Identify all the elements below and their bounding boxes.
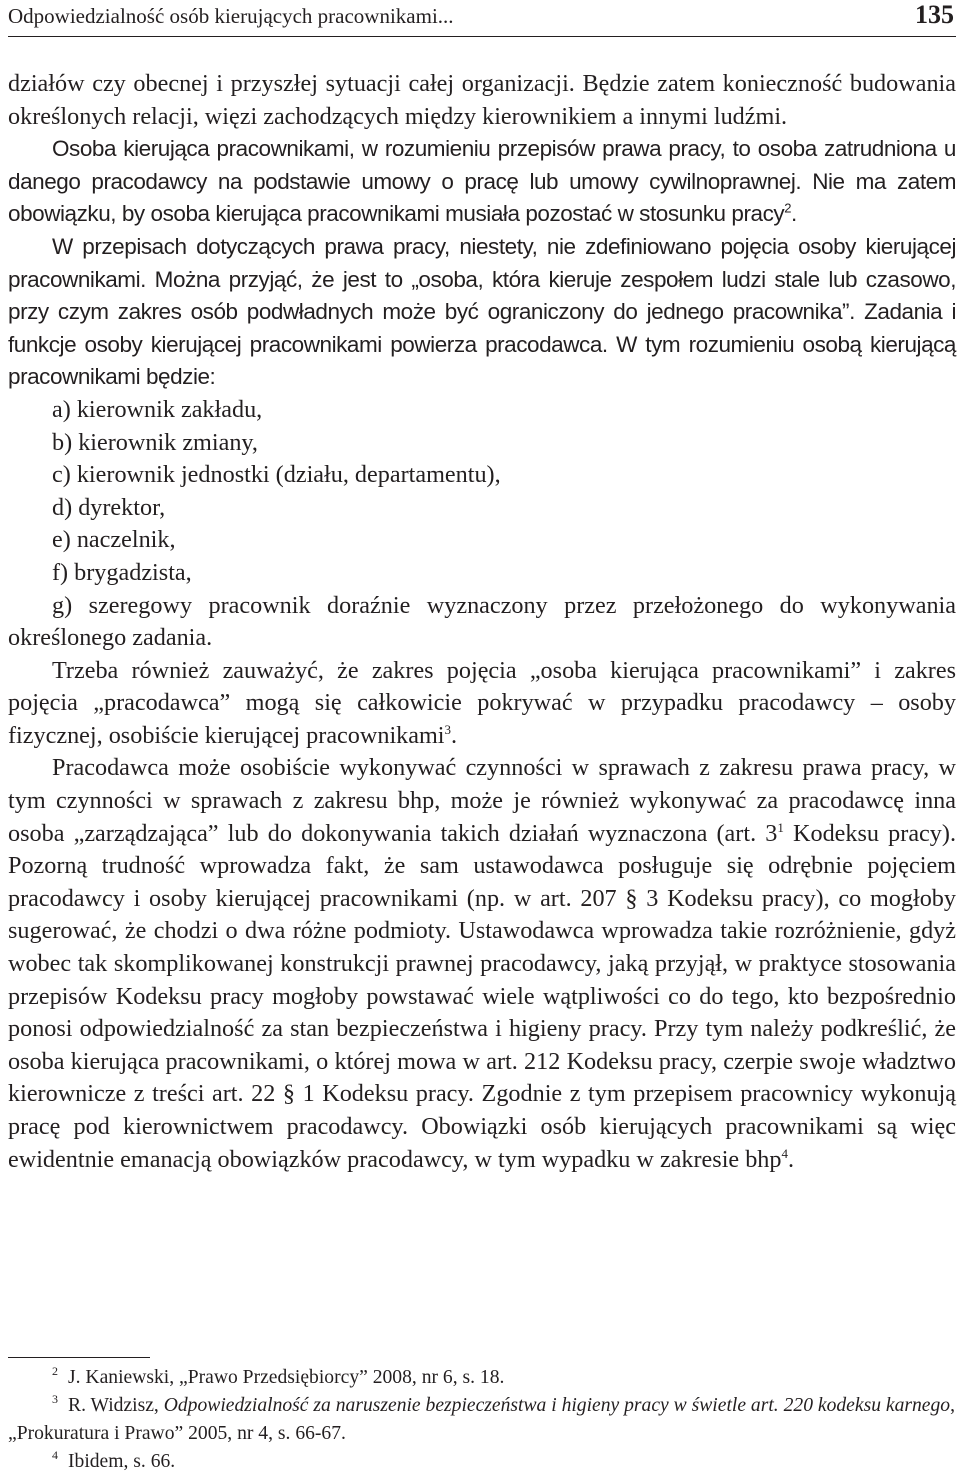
- list-item-b: b) kierownik zmiany,: [52, 428, 258, 456]
- footnote-divider: [8, 1357, 150, 1358]
- footnote-3-title: Odpowiedzialność za naruszenie bezpieczeństwa i higieny pracy w świetle art. 220 kodeksu karnego: [163, 1395, 951, 1416]
- footnote-ref-2[interactable]: 2: [784, 200, 791, 216]
- footnote-ref-3[interactable]: 3: [444, 721, 452, 737]
- paragraph-5-text-a: Pracodawca może osobiście wykonywać czynności w sprawach z zakresu prawa pracy, w tym czynności w sprawach z zakresu bhp, może je również wykonywać za pracodawcę inna osoba „zarządzająca” lub do dokonywania takich działań wyznaczona (art. 3: [8, 754, 956, 847]
- footnote-3-number: 3: [52, 1392, 58, 1407]
- footnote-4-text: Ibidem, s. 66.: [68, 1451, 176, 1472]
- footnote-2: [8, 1364, 956, 1392]
- paragraph-5-text-b: Kodeksu pracy). Pozorną trudność wprowadza fakt, że sam ustawodawca posługuje się odrębnie pojęciem pracodawcy i osoby kierującej pracownikami (np. w art. 207 § 3 Kodeksu pracy), co mogłoby sugerować, że chodzi o dwa różne podmioty. Ustawodawca wprowadza takie rozróżnienie, gdyż wobec tak skomplikowanej konstrukcji prawnej pracodawcy, jaką przyjął, w praktyce stosowania przepisów Kodeksu pracy mogłoby powstawać wiele wątpliwości co do tego, kto bezpośrednio ponosi odpowiedzialność za stan bezpieczeństwa i higieny pracy. Przy tym należy podkreślić, że osoba kierująca pracownikami, o której mowa w art. 212 Kodeksu pracy, czerpie swoje władztwo kierownicze z treści art. 22 § 1 Kodeksu pracy. Zgodnie z tym przepisem pracownicy wykonują pracę pod kierownictwem pracodawcy. Obowiązki osób kierujących pracownikami są więc ewidentnie emanacją obowiązków pracodawcy, w tym wypadku w zakresie bhp: [8, 819, 956, 1173]
- footnote-2-text: J. Kaniewski, „Prawo Przedsiębiorcy” 2008, nr 6, s. 18.: [68, 1367, 505, 1388]
- paragraph-2-end: .: [790, 201, 797, 227]
- footnote-3-source: , „Prokuratura i Prawo” 2005, nr 4, s. 66-67.: [8, 1395, 956, 1444]
- body-text: [8, 68, 956, 1176]
- paragraph-3: [8, 231, 956, 394]
- article-superscript: 1: [777, 819, 784, 835]
- list-item-e: e) naczelnik,: [52, 526, 176, 554]
- page-number: 135: [915, 0, 954, 29]
- paragraph-3-text: W przepisach dotyczących prawa pracy, niestety, nie zdefiniowano pojęcia osoby kierującej pracownikami. Można przyjąć, że jest to „osoba, która kieruje zespołem ludzi stale lub czasowo, przy czym zakres osób podwładnych może być ograniczony do jednego pracownika”. Zadania i funkcje osoby kierującej pracownikami powierza pracodawca. W tym rozumieniu osobą kierującą pracownikami będzie:: [8, 233, 956, 390]
- paragraph-5-end: .: [788, 1145, 795, 1173]
- paragraph-2: [8, 133, 956, 231]
- footnote-3: [8, 1392, 956, 1448]
- manager-list: [8, 394, 956, 655]
- paragraph-4-text: Trzeba również zauważyć, że zakres pojęcia „osoba kierująca pracownikami” i zakres pojęcia „pracodawca” mogą się całkowicie pokrywać w przypadku pracodawcy – osoby fizycznej, osobiście kierującej pracownikami: [8, 656, 956, 749]
- footnotes: [8, 1364, 956, 1476]
- footnote-ref-4[interactable]: 4: [781, 1145, 788, 1161]
- footnote-4-number: 4: [52, 1448, 58, 1463]
- header-title: Odpowiedzialność osób kierujących pracownikami...: [8, 4, 454, 28]
- list-item-g: g) szeregowy pracownik doraźnie wyznaczony przez przełożonego do wykonywania określonego zadania.: [8, 591, 956, 652]
- footnote-2-number: 2: [52, 1364, 58, 1379]
- running-header: [8, 0, 956, 34]
- list-item-f: f) brygadzista,: [52, 558, 192, 586]
- footnote-3-author: R. Widzisz,: [68, 1395, 164, 1416]
- paragraph-1: [8, 68, 956, 133]
- paragraph-4-end: .: [451, 721, 458, 749]
- paragraph-5: [8, 752, 956, 1176]
- list-item-a: a) kierownik zakładu,: [52, 395, 263, 423]
- footnote-4: [8, 1448, 956, 1476]
- paragraph-4: [8, 655, 956, 753]
- list-item-d: d) dyrektor,: [52, 493, 166, 521]
- list-item-c: c) kierownik jednostki (działu, departamentu),: [52, 461, 501, 489]
- header-divider: [8, 36, 956, 37]
- paragraph-2-text: Osoba kierująca pracownikami, w rozumieniu przepisów prawa pracy, to osoba zatrudniona u danego pracodawcy na podstawie umowy o pracę lub umowy cywilnoprawnej. Nie ma zatem obowiązku, by osoba kierująca pracownikami musiała pozostać w stosunku pracy: [8, 136, 956, 227]
- paragraph-1-text: działów czy obecnej i przyszłej sytuacji całej organizacji. Będzie zatem konieczność budowania określonych relacji, więzi zachodzących między kierownikiem a innymi ludźmi.: [8, 70, 956, 130]
